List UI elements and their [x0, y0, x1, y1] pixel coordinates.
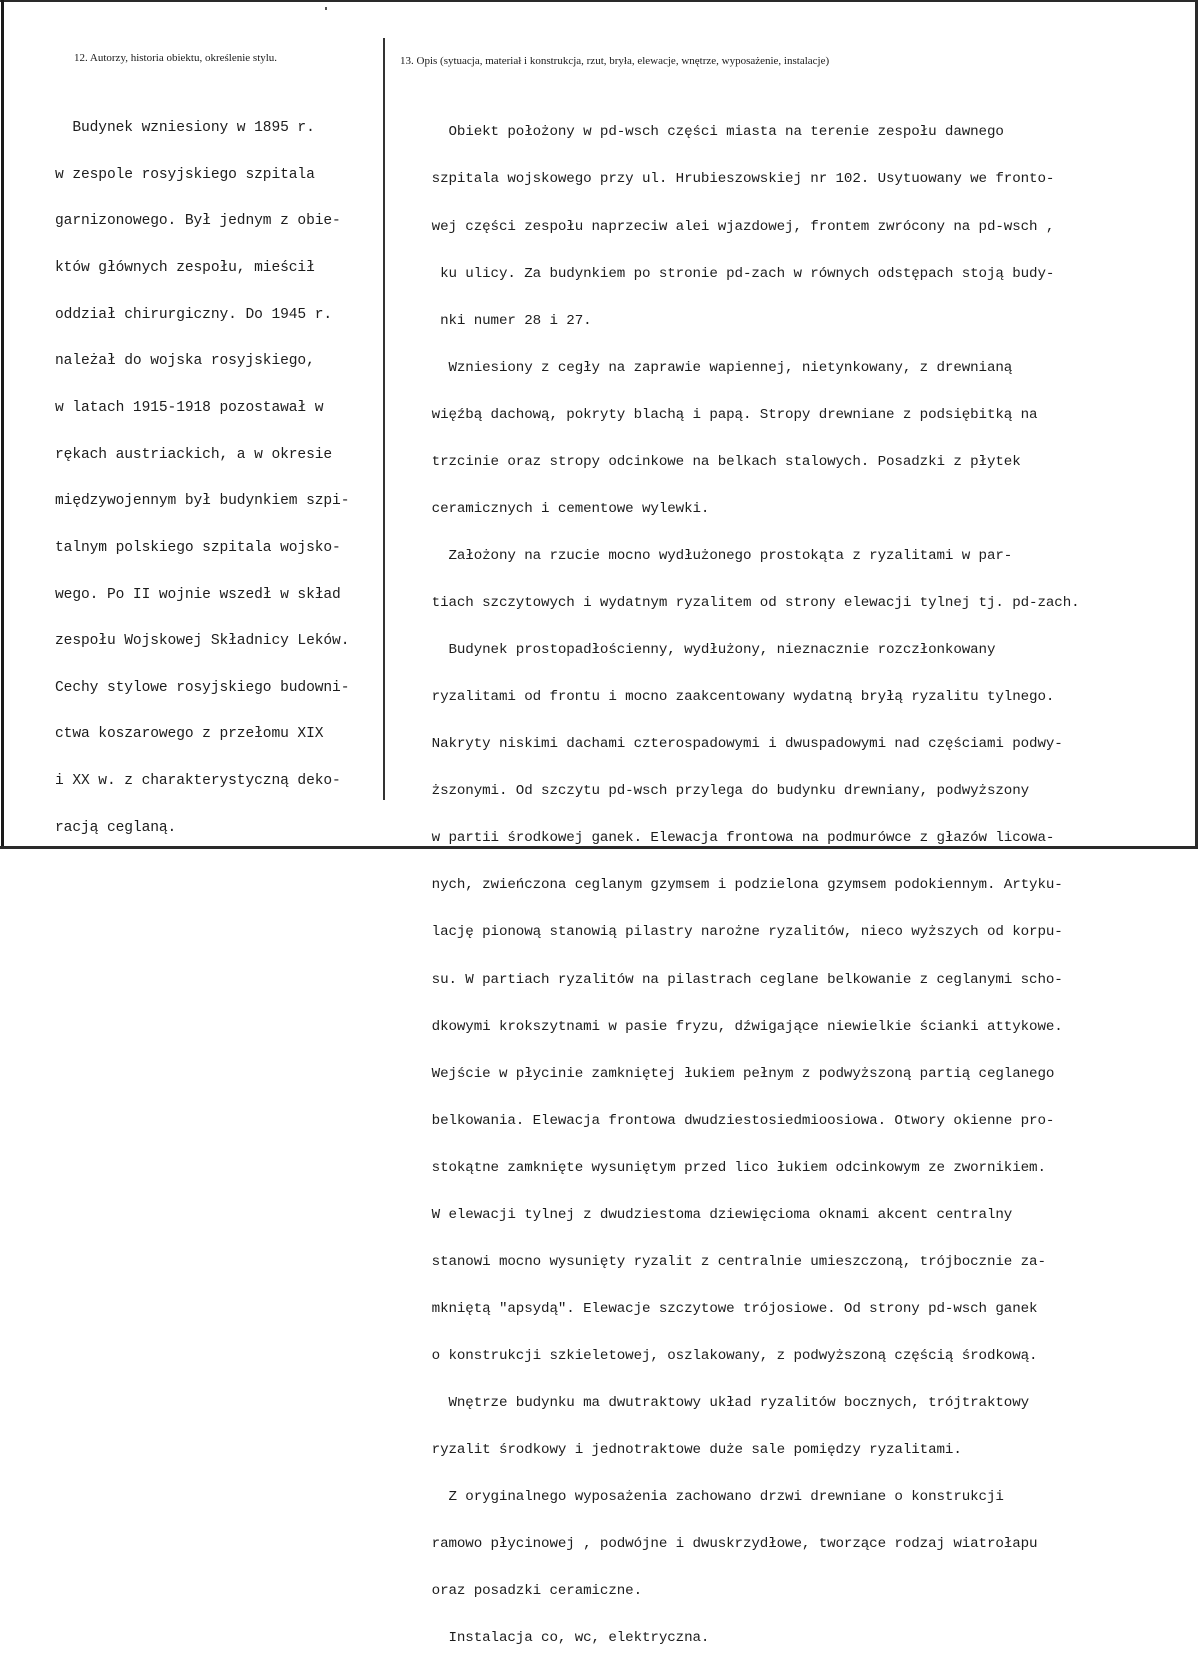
text-line: Budynek wzniesiony w 1895 r.: [55, 120, 315, 137]
text-line: ryzalitami od frontu i mocno zaakcentowany wydatną bryłą ryzalitu tylnego.: [398, 689, 1055, 706]
section-12-text: [55, 90, 349, 867]
text-line: nki numer 28 i 27.: [398, 312, 592, 329]
text-line: ższonymi. Od szczytu pd-wsch przylega do budynku drewniany, podwyższony: [398, 783, 1030, 800]
text-line: racją ceglaną.: [55, 819, 177, 836]
text-line: ceramicznych i cementowe wylewki.: [398, 500, 710, 517]
text-line: szpitala wojskowego przy ul. Hrubieszowskiej nr 102. Usytuowany we fronto-: [398, 171, 1055, 188]
text-line: dkowymi krokszytnami w pasie fryzu, dźwigające niewielkie ścianki attykowe.: [398, 1018, 1063, 1035]
text-line: w zespole rosyjskiego szpitala: [55, 166, 315, 183]
text-line: w partii środkowej ganek. Elewacja frontowa na podmurówce z głazów licowa-: [398, 830, 1055, 847]
text-line: Wnętrze budynku ma dwutraktowy układ ryzalitów bocznych, trójtraktowy: [398, 1395, 1030, 1412]
text-line: zespołu Wojskowej Składnicy Leków.: [55, 633, 350, 650]
frame-top-edge: [0, 0, 1198, 2]
section-13-heading: 13. Opis (sytuacja, materiał i konstrukcja, rzut, bryła, elewacje, wnętrze, wyposażenie, instalacje): [400, 55, 830, 67]
text-line: oddział chirurgiczny. Do 1945 r.: [55, 306, 333, 323]
text-line: lację pionową stanowią pilastry narożne ryzalitów, nieco wyższych od korpu-: [398, 924, 1063, 941]
text-line: należał do wojska rosyjskiego,: [55, 353, 315, 370]
text-line: o konstrukcji szkieletowej, oszlakowany, z podwyższoną częścią środkową.: [398, 1348, 1038, 1364]
text-line: belkowania. Elewacja frontowa dwudziestosiedmioosiowa. Otwory okienne pro-: [398, 1112, 1055, 1129]
text-line: ramowo płycinowej , podwójne i dwuskrzydłowe, tworzące rodzaj wiatrołapu: [398, 1536, 1038, 1553]
text-line: wej części zespołu naprzeciw alei wjazdowej, frontem zwrócony na pd-wsch ,: [398, 218, 1055, 235]
text-line: trzcinie oraz stropy odcinkowe na belkach stalowych. Posadzki z płytek: [398, 453, 1021, 470]
text-line: Z oryginalnego wyposażenia zachowano drzwi drewniane o konstrukcji: [398, 1489, 1004, 1506]
text-line: nych, zwieńczona ceglanym gzymsem i podzielona gzymsem podokiennym. Artyku-: [398, 877, 1063, 894]
section-12-heading: 12. Autorzy, historia obiektu, określenie stylu.: [74, 52, 278, 64]
text-line: ku ulicy. Za budynkiem po stronie pd-zach w równych odstępach stoją budy-: [398, 265, 1055, 282]
text-line: su. W partiach ryzalitów na pilastrach ceglane belkowanie z ceglanymi scho-: [398, 971, 1063, 988]
text-line: oraz posadzki ceramiczne.: [398, 1583, 643, 1600]
text-line: Obiekt położony w pd-wsch części miasta na terenie zespołu dawnego: [398, 124, 1004, 141]
text-line: stanowi mocno wysunięty ryzalit z centralnie umieszczoną, trójbocznie za-: [398, 1253, 1046, 1270]
text-line: w latach 1915-1918 pozostawał w: [55, 399, 324, 416]
text-line: Wzniesiony z cegły na zaprawie wapiennej, nietynkowany, z drewnianą: [398, 359, 1013, 376]
paper-speck: [325, 7, 327, 10]
text-line: rękach austriackich, a w okresie: [55, 446, 333, 463]
text-line: Cechy stylowe rosyjskiego budowni-: [55, 679, 350, 696]
text-line: Założony na rzucie mocno wydłużonego prostokąta z ryzalitami w par-: [398, 547, 1013, 564]
text-line: ryzalit środkowy i jednotraktowe duże sale pomiędzy ryzalitami.: [398, 1442, 962, 1459]
column-divider: [383, 38, 385, 800]
text-line: Budynek prostopadłościenny, wydłużony, nieznacznie rozczłonkowany: [398, 642, 996, 659]
text-line: tiach szczytowych i wydatnym ryzalitem od strony elewacji tylnej tj. pd-zach.: [398, 595, 1080, 611]
section-13-text: [398, 94, 1080, 1678]
frame-left-edge: [1, 0, 4, 849]
text-line: mkniętą "apsydą". Elewacje szczytowe trójosiowe. Od strony pd-wsch ganek: [398, 1300, 1038, 1317]
text-line: ctwa koszarowego z przełomu XIX: [55, 726, 324, 743]
text-line: stokątne zamknięte wysuniętym przed lico łukiem odcinkowym ze zwornikiem.: [398, 1159, 1046, 1176]
text-line: więźbą dachową, pokryty blachą i papą. Stropy drewniane z podsiębitką na: [398, 406, 1038, 423]
text-line: któw głównych zespołu, mieścił: [55, 260, 315, 277]
text-line: międzywojennym był budynkiem szpi-: [55, 493, 350, 510]
text-line: Instalacja co, wc, elektryczna.: [398, 1630, 710, 1647]
text-line: talnym polskiego szpitala wojsko-: [55, 539, 341, 556]
text-line: i XX w. z charakterystyczną deko-: [55, 773, 341, 790]
text-line: Wejście w płycinie zamkniętej łukiem pełnym z podwyższoną partią ceglanego: [398, 1065, 1055, 1082]
text-line: garnizonowego. Był jednym z obie-: [55, 213, 341, 230]
text-line: wego. Po II wojnie wszedł w skład: [55, 586, 341, 603]
text-line: W elewacji tylnej z dwudziestoma dziewięcioma oknami akcent centralny: [398, 1206, 1013, 1223]
text-line: Nakryty niskimi dachami czterospadowymi i dwuspadowymi nad częściami podwy-: [398, 736, 1063, 753]
